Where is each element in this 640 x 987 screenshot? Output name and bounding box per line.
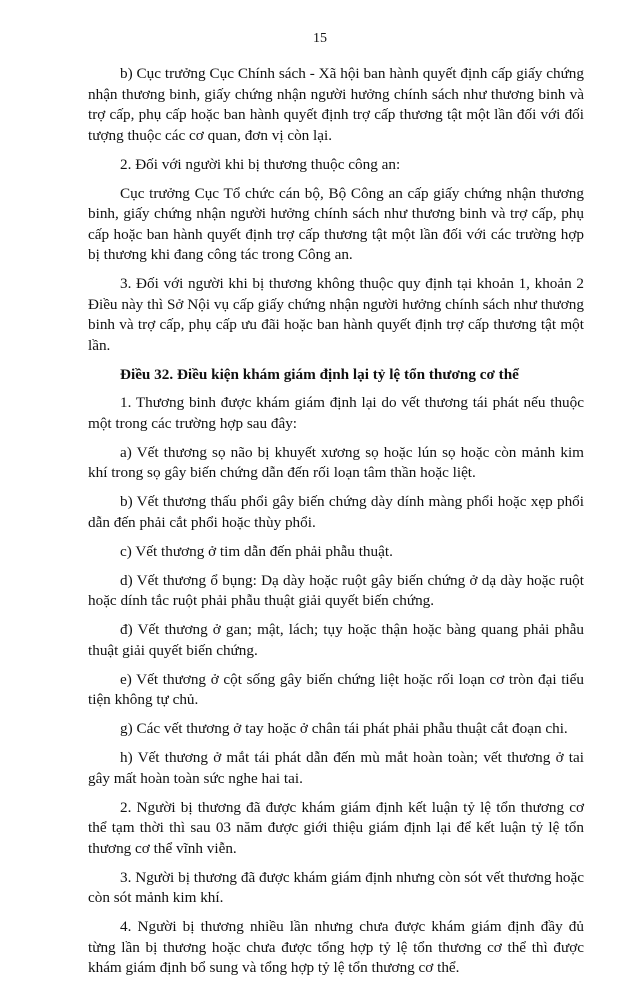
paragraph-31-2-body: Cục trưởng Cục Tổ chức cán bộ, Bộ Công an cấp giấy chứng nhận thương binh, giấy chứng nhận người hưởng chính sách như thương binh và trợ cấp, phụ cấp hoặc ban hành quyết định trợ cấp thương tật một lần đối với các trường hợp bị thương khi đang công tác trong Công an. — [88, 184, 584, 263]
paragraph-31-2: 2. Đối với người khi bị thương thuộc công an: — [120, 155, 401, 173]
paragraph-32-1d: d) Vết thương ổ bụng: Dạ dày hoặc ruột gây biến chứng ở dạ dày hoặc ruột hoặc dính tắc ruột phải phẫu thuật giải quyết biến chứng. — [88, 571, 584, 609]
paragraph-32-1c: c) Vết thương ở tim dẫn đến phải phẫu thuật. — [120, 542, 393, 560]
paragraph-32-4: 4. Người bị thương nhiều lần nhưng chưa được khám giám định đầy đủ từng lần bị thương hoặc chưa được tổng hợp tỷ lệ tổn thương cơ thể thì được khám giám định bổ sung và tổng hợp tỷ lệ tổn thương cơ thể. — [88, 918, 584, 976]
article-32-heading: Điều 32. Điều kiện khám giám định lại tỷ lệ tổn thương cơ thể — [120, 365, 519, 383]
paragraph-32-1a: a) Vết thương sọ não bị khuyết xương sọ hoặc lún sọ hoặc còn mảnh kim khí trong sọ gây biến chứng dẫn đến rối loạn tâm thần hoặc liệt. — [88, 443, 584, 481]
paragraph-32-2: 2. Người bị thương đã được khám giám định kết luận tỷ lệ tổn thương cơ thể tạm thời thì sau 03 năm được giới thiệu giám định lại để kết luận tỷ lệ tổn thương cơ thể vĩnh viễn. — [88, 798, 584, 857]
paragraph-32-1dd: đ) Vết thương ở gan; mật, lách; tụy hoặc thận hoặc bàng quang phải phẫu thuật giải quyết biến chứng. — [88, 621, 584, 659]
paragraph-31-1b: b) Cục trưởng Cục Chính sách - Xã hội ban hành quyết định cấp giấy chứng nhận thương binh, giấy chứng nhận người hưởng chính sách như thương binh và trợ cấp, phụ cấp hoặc ban hành quyết định trợ cấp thương tật một lần đối với đối tượng thuộc các cơ quan, đơn vị còn lại. — [88, 65, 584, 144]
paragraph-32-1g: g) Các vết thương ở tay hoặc ở chân tái phát phải phẫu thuật cắt đoạn chi. — [120, 720, 568, 737]
paragraph-32-1b: b) Vết thương thấu phổi gây biến chứng dày dính màng phổi hoặc xẹp phổi dẫn đến phải cắt phổi hoặc thùy phổi. — [88, 493, 584, 531]
paragraph-32-3: 3. Người bị thương đã được khám giám định nhưng còn sót vết thương hoặc còn sót mảnh kim khí. — [88, 868, 584, 906]
paragraph-32-1: 1. Thương binh được khám giám định lại do vết thương tái phát nếu thuộc một trong các trường hợp sau đây: — [88, 394, 584, 432]
paragraph-32-1e: e) Vết thương ở cột sống gây biến chứng liệt hoặc rối loạn cơ tròn đại tiểu tiện không tự chủ. — [88, 670, 584, 708]
paragraph-31-3: 3. Đối với người khi bị thương không thuộc quy định tại khoản 1, khoản 2 Điều này thì Sở Nội vụ cấp giấy chứng nhận người hưởng chính sách như thương binh và trợ cấp, phụ cấp ưu đãi hoặc ban hành quyết định trợ cấp thương tật một lần. — [88, 275, 584, 354]
page-number: 15 — [313, 31, 327, 46]
paragraph-32-1h: h) Vết thương ở mắt tái phát dẫn đến mù mắt hoàn toàn; vết thương ở tai gây mất hoàn toàn sức nghe hai tai. — [88, 749, 584, 787]
document-body — [88, 64, 584, 987]
